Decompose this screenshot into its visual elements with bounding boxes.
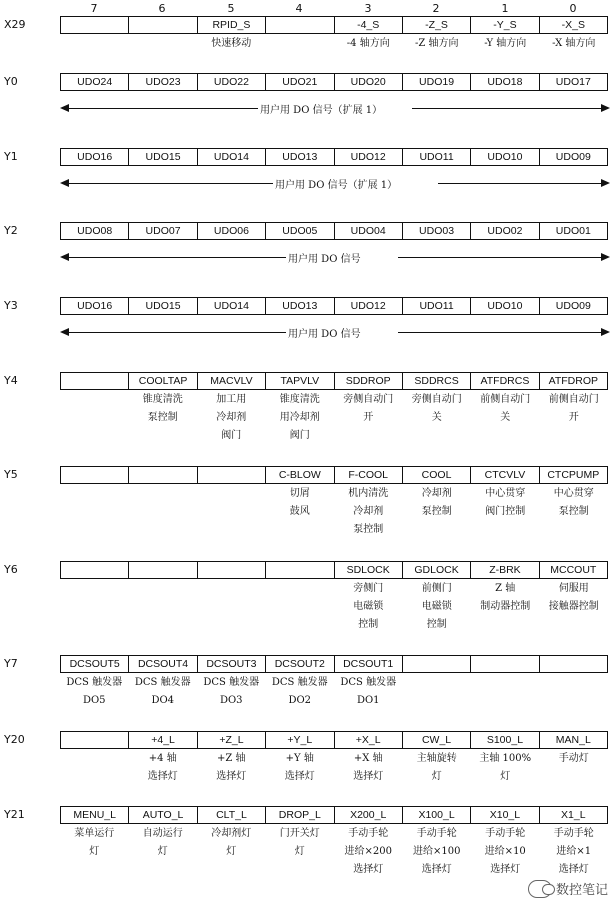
signal-description <box>60 35 129 53</box>
bit-header-2: 2 <box>432 2 440 15</box>
arrow-right-icon <box>601 253 610 261</box>
row-label: Y20 <box>4 733 25 746</box>
signal-cell: SDDROP <box>335 373 403 389</box>
signal-cell: UDO16 <box>61 149 129 165</box>
signal-cell: UDO16 <box>61 298 129 314</box>
signal-cell: UDO04 <box>335 223 403 239</box>
signal-cell: UDO15 <box>129 298 197 314</box>
row-label: Y2 <box>4 224 18 237</box>
signal-description <box>197 580 266 634</box>
signal-description: 手动手轮 进给×10 选择灯 <box>484 828 526 875</box>
signal-cell: DROP_L <box>266 807 334 823</box>
signal-cell: UDO13 <box>266 298 334 314</box>
signal-cell: UDO09 <box>555 300 591 312</box>
signal-description: Z 轴 制动器控制 <box>480 583 531 612</box>
signal-cell: X10_L <box>471 807 539 823</box>
signal-description: 菜单运行 灯 <box>74 828 115 857</box>
signal-cell: DCSOUT3 <box>198 656 266 672</box>
signal-description: DCS 触发器 DO5 <box>66 677 123 706</box>
signal-cell: SDDRCS <box>403 373 471 389</box>
description-row <box>60 674 608 710</box>
row-label: Y7 <box>4 657 18 670</box>
row-label: Y0 <box>4 75 18 88</box>
arrow-line <box>64 257 286 258</box>
signal-cell: UDO17 <box>555 76 591 88</box>
arrow-label: 用户用 DO 信号（扩展 1） <box>260 105 383 116</box>
signal-description <box>60 391 129 445</box>
signal-cell: -Y_S <box>471 17 539 33</box>
signal-description: 加工用 冷却剂 阀门 <box>216 394 247 441</box>
signal-description <box>266 35 335 53</box>
signal-cell: UDO21 <box>266 74 334 90</box>
signal-cell: UDO18 <box>471 74 539 90</box>
signal-description: 冷却剂灯 灯 <box>211 828 252 857</box>
signal-cell: UDO23 <box>129 74 197 90</box>
signal-cell: CLT_L <box>198 807 266 823</box>
signal-cell: TAPVLV <box>266 373 334 389</box>
arrow-right-icon <box>601 104 610 112</box>
signal-cell: COOLTAP <box>129 373 197 389</box>
signal-cell: UDO03 <box>403 223 471 239</box>
signal-description: 锥度清洗 用冷却剂 阀门 <box>279 394 320 441</box>
signal-cell: F-COOL <box>335 467 403 483</box>
signal-description: 旁侧门 电磁锁 控制 <box>353 583 384 630</box>
row-label: Y4 <box>4 374 18 387</box>
signal-cell <box>129 562 197 578</box>
signal-cell <box>129 17 197 33</box>
signal-description: DCS 触发器 DO2 <box>271 677 328 706</box>
signal-cell: +Y_L <box>266 732 334 748</box>
description-row <box>60 485 608 539</box>
register-row <box>60 16 608 34</box>
signal-description: 手动手轮 进给×100 选择灯 <box>413 828 461 875</box>
signal-description: 锥度清洗 泵控制 <box>142 394 183 423</box>
signal-description <box>540 674 609 710</box>
signal-description <box>129 35 198 53</box>
register-row <box>60 297 608 315</box>
signal-cell <box>403 656 471 672</box>
signal-cell: X100_L <box>403 807 471 823</box>
signal-cell: UDO05 <box>266 223 334 239</box>
signal-cell: UDO01 <box>555 225 591 237</box>
signal-cell: COOL <box>403 467 471 483</box>
signal-cell: RPID_S <box>198 17 266 33</box>
signal-cell: DCSOUT2 <box>266 656 334 672</box>
arrow-line <box>412 108 606 109</box>
register-row <box>60 466 608 484</box>
signal-description: 手动灯 <box>558 753 589 764</box>
signal-cell <box>61 17 129 33</box>
signal-description <box>403 674 472 710</box>
signal-cell: UDO08 <box>61 223 129 239</box>
signal-cell: UDO11 <box>403 298 471 314</box>
wechat-icon <box>528 880 552 898</box>
signal-cell: UDO07 <box>129 223 197 239</box>
bit-header-6: 6 <box>158 2 166 15</box>
signal-cell <box>61 373 129 389</box>
range-arrow <box>60 250 610 264</box>
arrow-line <box>398 332 606 333</box>
signal-description <box>129 580 198 634</box>
signal-cell <box>61 467 129 483</box>
signal-cell: UDO12 <box>335 298 403 314</box>
signal-description: 机内清洗 冷却剂 泵控制 <box>348 488 389 535</box>
signal-cell: DCSOUT5 <box>61 656 129 672</box>
signal-cell <box>61 562 129 578</box>
signal-description: +4 轴 选择灯 <box>147 753 178 782</box>
arrow-right-icon <box>601 179 610 187</box>
signal-description: 主轴旋转 灯 <box>416 753 457 782</box>
signal-cell: +X_L <box>335 732 403 748</box>
signal-cell: -4_S <box>335 17 403 33</box>
signal-description <box>60 750 129 786</box>
range-arrow <box>60 101 610 115</box>
signal-cell: Z-BRK <box>471 562 539 578</box>
signal-cell <box>540 656 607 672</box>
register-row <box>60 806 608 824</box>
signal-description: DCS 触发器 DO3 <box>203 677 260 706</box>
row-label: X29 <box>4 18 26 31</box>
signal-description: 伺服用 接触器控制 <box>548 583 599 612</box>
signal-description: -4 轴方向 <box>346 38 390 49</box>
signal-cell <box>198 467 266 483</box>
signal-cell: AUTO_L <box>129 807 197 823</box>
range-arrow <box>60 325 610 339</box>
signal-cell: -X_S <box>561 19 585 31</box>
register-row <box>60 222 608 240</box>
signal-description: -X 轴方向 <box>552 38 596 49</box>
signal-cell: UDO24 <box>61 74 129 90</box>
signal-description: +Z 轴 选择灯 <box>216 753 247 782</box>
signal-description: 快速移动 <box>211 38 252 49</box>
signal-description: DCS 触发器 DO4 <box>134 677 191 706</box>
register-row <box>60 372 608 390</box>
signal-description: 自动运行 灯 <box>142 828 183 857</box>
signal-cell <box>266 562 334 578</box>
arrow-line <box>64 108 258 109</box>
signal-description: 中心贯穿 阀门控制 <box>485 488 526 517</box>
signal-description <box>471 674 540 710</box>
bit-header-7: 7 <box>90 2 98 15</box>
row-label: Y6 <box>4 563 18 576</box>
signal-cell: S100_L <box>471 732 539 748</box>
arrow-right-icon <box>601 328 610 336</box>
signal-cell: MACVLV <box>198 373 266 389</box>
signal-description: 前侧自动门 关 <box>480 394 531 423</box>
signal-cell: ATFDROP <box>548 375 598 387</box>
bit-header-5: 5 <box>227 2 235 15</box>
watermark <box>528 879 608 898</box>
signal-cell: UDO14 <box>198 149 266 165</box>
signal-cell: DCSOUT4 <box>129 656 197 672</box>
signal-cell <box>266 17 334 33</box>
row-label: Y1 <box>4 150 18 163</box>
signal-cell: UDO22 <box>198 74 266 90</box>
signal-description <box>60 580 129 634</box>
signal-cell: UDO15 <box>129 149 197 165</box>
signal-cell <box>61 732 129 748</box>
signal-description: 中心贯穿 泵控制 <box>553 488 594 517</box>
signal-cell: X200_L <box>335 807 403 823</box>
signal-description: 旁侧自动门 关 <box>411 394 462 423</box>
signal-cell: UDO02 <box>471 223 539 239</box>
signal-description: 主轴 100% 灯 <box>479 753 532 782</box>
signal-cell: +Z_L <box>198 732 266 748</box>
register-row <box>60 73 608 91</box>
bit-header-1: 1 <box>501 2 509 15</box>
signal-cell: UDO14 <box>198 298 266 314</box>
signal-description: 手动手轮 进给×1 选择灯 <box>553 828 594 875</box>
range-arrow <box>60 176 610 190</box>
description-row <box>60 580 608 634</box>
signal-description: 旁侧自动门 开 <box>343 394 394 423</box>
signal-description: -Y 轴方向 <box>484 38 527 49</box>
signal-cell <box>129 467 197 483</box>
bit-header-4: 4 <box>295 2 303 15</box>
signal-cell: UDO10 <box>471 149 539 165</box>
row-label: Y3 <box>4 299 18 312</box>
signal-cell: CW_L <box>403 732 471 748</box>
signal-description: 前侧自动门 开 <box>548 394 599 423</box>
signal-description: -Z 轴方向 <box>414 38 459 49</box>
signal-cell: DCSOUT1 <box>335 656 403 672</box>
signal-description: +Y 轴 选择灯 <box>284 753 315 782</box>
signal-description <box>197 485 266 539</box>
signal-cell: UDO20 <box>335 74 403 90</box>
signal-description: 冷却剂 泵控制 <box>421 488 452 517</box>
signal-description <box>60 485 129 539</box>
description-row <box>60 391 608 445</box>
signal-cell: MAN_L <box>555 734 591 746</box>
signal-description: 手动手轮 进给×200 选择灯 <box>344 828 392 875</box>
arrow-label: 用户用 DO 信号 <box>288 329 361 340</box>
signal-cell: ATFDRCS <box>471 373 539 389</box>
signal-cell: UDO12 <box>335 149 403 165</box>
arrow-line <box>64 183 273 184</box>
signal-description: 前侧门 电磁锁 控制 <box>421 583 452 630</box>
arrow-label: 用户用 DO 信号（扩展 1） <box>275 180 398 191</box>
signal-cell: +4_L <box>129 732 197 748</box>
signal-cell: CTCVLV <box>471 467 539 483</box>
signal-cell: X1_L <box>561 809 586 821</box>
arrow-line <box>64 332 286 333</box>
signal-cell: C-BLOW <box>266 467 334 483</box>
signal-cell: UDO19 <box>403 74 471 90</box>
signal-cell: MENU_L <box>61 807 129 823</box>
description-row <box>60 825 608 879</box>
register-row <box>60 731 608 749</box>
register-row <box>60 655 608 673</box>
signal-description: 门开关灯 灯 <box>279 828 320 857</box>
description-row <box>60 750 608 786</box>
bit-header-0: 0 <box>569 2 577 15</box>
register-row <box>60 148 608 166</box>
signal-description <box>266 580 335 634</box>
signal-cell: CTCPUMP <box>547 469 600 481</box>
arrow-label: 用户用 DO 信号 <box>288 254 361 265</box>
signal-cell: UDO09 <box>555 151 591 163</box>
signal-cell: UDO10 <box>471 298 539 314</box>
signal-cell: GDLOCK <box>403 562 471 578</box>
signal-description <box>129 485 198 539</box>
bit-header-3: 3 <box>364 2 372 15</box>
signal-cell: SDLOCK <box>335 562 403 578</box>
signal-cell <box>198 562 266 578</box>
signal-description: DCS 触发器 DO1 <box>340 677 397 706</box>
signal-description: 切屑 鼓风 <box>289 488 310 517</box>
signal-cell: UDO06 <box>198 223 266 239</box>
row-label: Y21 <box>4 808 25 821</box>
signal-cell: MCCOUT <box>550 564 597 576</box>
register-row <box>60 561 608 579</box>
signal-cell: UDO13 <box>266 149 334 165</box>
row-label: Y5 <box>4 468 18 481</box>
watermark-text: 数控笔记 <box>555 883 608 898</box>
arrow-line <box>438 183 606 184</box>
signal-cell: -Z_S <box>403 17 471 33</box>
signal-cell <box>471 656 539 672</box>
description-row <box>60 35 608 53</box>
signal-cell: UDO11 <box>403 149 471 165</box>
arrow-line <box>398 257 606 258</box>
signal-description: +X 轴 选择灯 <box>353 753 384 782</box>
